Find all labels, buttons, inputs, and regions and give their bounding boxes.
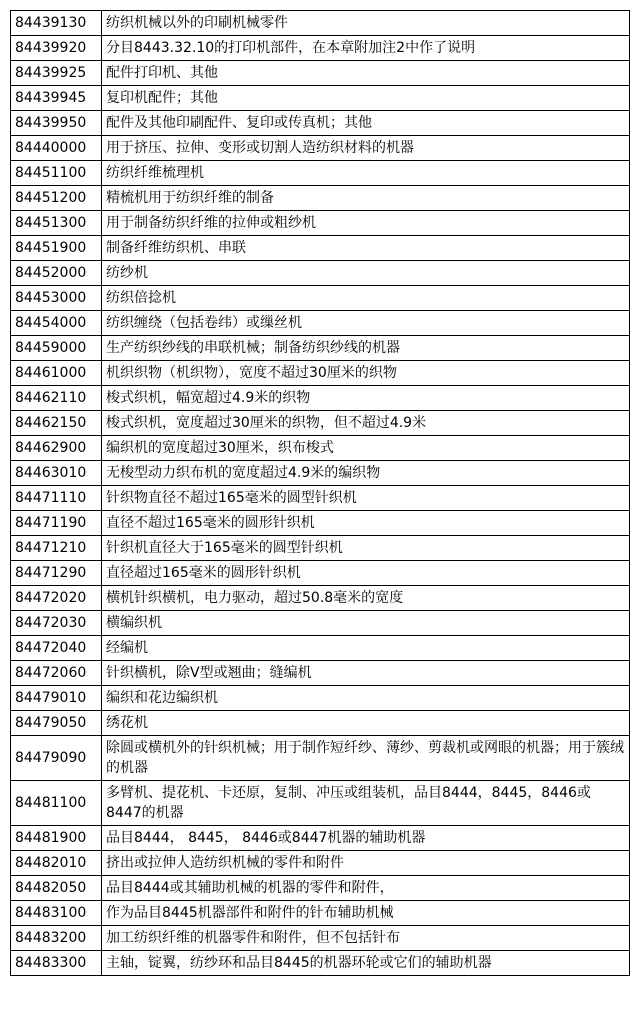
description-cell: 针织机直径大于165毫米的圆型针织机: [102, 536, 630, 561]
description-cell: 除圆或横机外的针织机械；用于制作短纤纱、薄纱、剪裁机或网眼的机器；用于簇绒的机器: [102, 736, 630, 781]
description-cell: 作为品目8445机器部件和附件的针布辅助机械: [102, 901, 630, 926]
hs-code-cell: 84452000: [11, 261, 102, 286]
table-row: [11, 161, 630, 186]
description-cell: 横编织机: [102, 611, 630, 636]
table-row: [11, 586, 630, 611]
hs-code-cell: 84472060: [11, 661, 102, 686]
hs-code-cell: 84482010: [11, 851, 102, 876]
table-row: [11, 61, 630, 86]
description-cell: 配件打印机、其他: [102, 61, 630, 86]
description-cell: 编织机的宽度超过30厘米，织布梭式: [102, 436, 630, 461]
hs-code-cell: 84471290: [11, 561, 102, 586]
hs-code-cell: 84481900: [11, 826, 102, 851]
table-row: [11, 361, 630, 386]
description-cell: 横机针织横机，电力驱动，超过50.8毫米的宽度: [102, 586, 630, 611]
hs-code-cell: 84482050: [11, 876, 102, 901]
table-row: [11, 111, 630, 136]
hs-code-cell: 84472040: [11, 636, 102, 661]
table-row: [11, 211, 630, 236]
table-row: [11, 311, 630, 336]
hs-code-cell: 84463010: [11, 461, 102, 486]
table-row: [11, 661, 630, 686]
description-cell: 纺织缠绕（包括卷纬）或缫丝机: [102, 311, 630, 336]
table-row: [11, 386, 630, 411]
hs-code-cell: 84472030: [11, 611, 102, 636]
hs-code-cell: 84483300: [11, 951, 102, 976]
table-row: [11, 511, 630, 536]
description-cell: 复印机配件；其他: [102, 86, 630, 111]
hs-code-cell: 84439130: [11, 11, 102, 36]
hs-code-cell: 84462900: [11, 436, 102, 461]
table-row: [11, 436, 630, 461]
hs-code-cell: 84439945: [11, 86, 102, 111]
description-cell: 直径超过165毫米的圆形针织机: [102, 561, 630, 586]
table-body: [11, 11, 630, 976]
tariff-code-table: [10, 10, 630, 976]
description-cell: 针织物直径不超过165毫米的圆型针织机: [102, 486, 630, 511]
table-row: [11, 136, 630, 161]
hs-code-cell: 84483100: [11, 901, 102, 926]
hs-code-cell: 84451100: [11, 161, 102, 186]
description-cell: 经编机: [102, 636, 630, 661]
table-row: [11, 486, 630, 511]
table-row: [11, 536, 630, 561]
description-cell: 纺织倍捻机: [102, 286, 630, 311]
description-cell: 挤出或拉伸人造纺织机械的零件和附件: [102, 851, 630, 876]
description-cell: 品目8444， 8445， 8446或8447机器的辅助机器: [102, 826, 630, 851]
description-cell: 直径不超过165毫米的圆形针织机: [102, 511, 630, 536]
description-cell: 多臂机、提花机、卡还原，复制、冲压或组装机，品目8444，8445，8446或8447的机器: [102, 781, 630, 826]
table-row: [11, 686, 630, 711]
description-cell: 纺织纤维梳理机: [102, 161, 630, 186]
table-row: [11, 11, 630, 36]
hs-code-cell: 84454000: [11, 311, 102, 336]
table-row: [11, 901, 630, 926]
table-row: [11, 636, 630, 661]
description-cell: 梭式织机，幅宽超过4.9米的织物: [102, 386, 630, 411]
hs-code-cell: 84439950: [11, 111, 102, 136]
table-row: [11, 826, 630, 851]
description-cell: 编织和花边编织机: [102, 686, 630, 711]
hs-code-cell: 84462110: [11, 386, 102, 411]
table-row: [11, 86, 630, 111]
hs-code-cell: 84472020: [11, 586, 102, 611]
hs-code-cell: 84451900: [11, 236, 102, 261]
table-row: [11, 411, 630, 436]
description-cell: 绣花机: [102, 711, 630, 736]
description-cell: 用于制备纺织纤维的拉伸或粗纱机: [102, 211, 630, 236]
description-cell: 精梳机用于纺织纤维的制备: [102, 186, 630, 211]
description-cell: 纺织机械以外的印刷机械零件: [102, 11, 630, 36]
hs-code-cell: 84481100: [11, 781, 102, 826]
description-cell: 梭式织机，宽度超过30厘米的织物，但不超过4.9米: [102, 411, 630, 436]
hs-code-cell: 84479010: [11, 686, 102, 711]
hs-code-cell: 84483200: [11, 926, 102, 951]
description-cell: 机织织物（机织物），宽度不超过30厘米的织物: [102, 361, 630, 386]
description-cell: 制备纤维纺织机、串联: [102, 236, 630, 261]
table-row: [11, 736, 630, 781]
hs-code-cell: 84439925: [11, 61, 102, 86]
hs-code-cell: 84439920: [11, 36, 102, 61]
hs-code-cell: 84471210: [11, 536, 102, 561]
description-cell: 生产纺织纱线的串联机械；制备纺织纱线的机器: [102, 336, 630, 361]
table-row: [11, 561, 630, 586]
table-row: [11, 336, 630, 361]
description-cell: 加工纺织纤维的机器零件和附件，但不包括针布: [102, 926, 630, 951]
table-row: [11, 781, 630, 826]
hs-code-cell: 84471110: [11, 486, 102, 511]
table-row: [11, 876, 630, 901]
description-cell: 针织横机，除V型或翘曲；缝编机: [102, 661, 630, 686]
table-row: [11, 286, 630, 311]
hs-code-cell: 84440000: [11, 136, 102, 161]
hs-code-cell: 84459000: [11, 336, 102, 361]
table-row: [11, 261, 630, 286]
hs-code-cell: 84479090: [11, 736, 102, 781]
hs-code-cell: 84471190: [11, 511, 102, 536]
hs-code-cell: 84451200: [11, 186, 102, 211]
description-cell: 用于挤压、拉伸、变形或切割人造纺织材料的机器: [102, 136, 630, 161]
description-cell: 无梭型动力织布机的宽度超过4.9米的编织物: [102, 461, 630, 486]
table-row: [11, 186, 630, 211]
table-row: [11, 711, 630, 736]
table-row: [11, 951, 630, 976]
hs-code-cell: 84453000: [11, 286, 102, 311]
description-cell: 品目8444或其辅助机械的机器的零件和附件，: [102, 876, 630, 901]
hs-code-cell: 84461000: [11, 361, 102, 386]
table-row: [11, 926, 630, 951]
table-row: [11, 611, 630, 636]
description-cell: 配件及其他印刷配件、复印或传真机；其他: [102, 111, 630, 136]
table-row: [11, 236, 630, 261]
table-row: [11, 36, 630, 61]
hs-code-cell: 84479050: [11, 711, 102, 736]
description-cell: 分目8443.32.10的打印机部件，在本章附加注2中作了说明: [102, 36, 630, 61]
hs-code-cell: 84462150: [11, 411, 102, 436]
table-row: [11, 461, 630, 486]
description-cell: 主轴，锭翼，纺纱环和品目8445的机器环轮或它们的辅助机器: [102, 951, 630, 976]
description-cell: 纺纱机: [102, 261, 630, 286]
table-row: [11, 851, 630, 876]
hs-code-cell: 84451300: [11, 211, 102, 236]
